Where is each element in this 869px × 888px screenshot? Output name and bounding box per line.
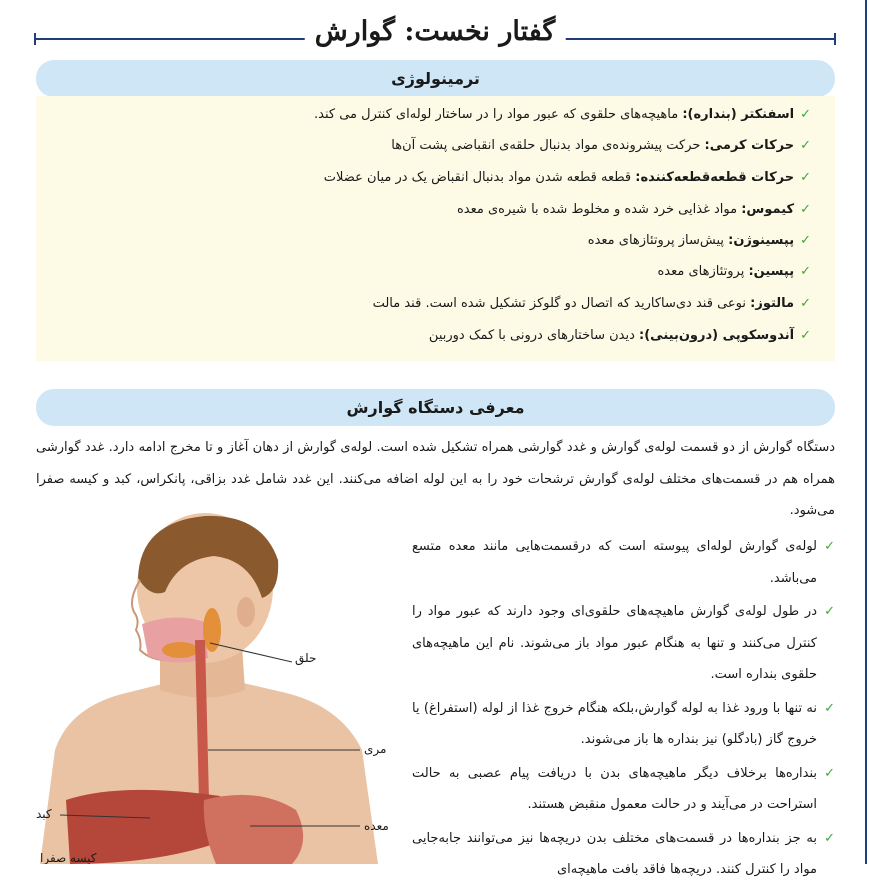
term-key: مالتوز: bbox=[750, 296, 795, 311]
ear-shape bbox=[237, 597, 255, 627]
bullet-item bbox=[412, 596, 835, 691]
check-icon: ✓ bbox=[824, 539, 835, 554]
bullet-text: بنداره‌ها برخلاف دیگر ماهیچه‌های بدن با دریافت پیام عصبی به حالت استراحت در می‌آیند و در حالت معمول منقبض هستند. bbox=[412, 765, 817, 812]
term-key: حرکات کرمی: bbox=[704, 138, 795, 153]
bullet-item bbox=[412, 823, 835, 886]
term-item bbox=[324, 170, 811, 185]
term-key: اسفنکتر (بنداره): bbox=[682, 107, 795, 122]
salivary-gland bbox=[162, 642, 198, 658]
term-def: پیش‌ساز پروتئازهای معده bbox=[587, 233, 729, 248]
label-liver: کبد bbox=[36, 807, 52, 821]
label-pharynx: حلق bbox=[295, 651, 317, 665]
check-icon: ✓ bbox=[800, 264, 811, 279]
bullet-text: نه تنها با ورود غذا به لوله گوارش،بلکه هنگام خروج غذا از لوله (استفراغ) یا خروج گاز (بادگلو) نیز بنداره ها باز می‌شوند. bbox=[412, 700, 817, 747]
check-icon: ✓ bbox=[824, 765, 835, 781]
chapter-title: گفتار نخست: گوارش bbox=[305, 16, 566, 47]
check-icon: ✓ bbox=[824, 830, 835, 846]
terminology-heading: ترمینولوژی bbox=[36, 60, 835, 97]
check-icon: ✓ bbox=[800, 202, 811, 217]
bullet-text: لوله‌ی گوارش لوله‌ای پیوسته است که درقسمت‌هایی مانند معده متسع می‌باشد. bbox=[412, 539, 817, 586]
bullet-text: در طول لوله‌ی گوارش ماهیچه‌های حلقوی‌ای وجود دارند که عبور مواد را کنترل می‌کنند و تنها به هنگام عبور مواد باز می‌شوند. نام این ماهیچه‌های حلقوی بنداره است. bbox=[412, 604, 817, 682]
bullet-list bbox=[412, 531, 835, 888]
check-icon: ✓ bbox=[800, 296, 811, 311]
term-key: کیموس: bbox=[741, 202, 795, 217]
check-icon: ✓ bbox=[824, 604, 835, 619]
term-item bbox=[588, 233, 811, 248]
term-item bbox=[429, 328, 811, 343]
bullet-item bbox=[412, 531, 835, 594]
check-icon: ✓ bbox=[800, 233, 811, 248]
anatomy-figure bbox=[0, 500, 410, 864]
label-stomach: معده bbox=[364, 819, 389, 833]
term-item bbox=[457, 202, 811, 217]
term-item bbox=[657, 264, 811, 279]
label-esophagus: مری bbox=[364, 742, 387, 756]
term-def: دیدن ساختارهای درونی با کمک دوربین bbox=[428, 328, 640, 343]
digestive-system-illustration bbox=[0, 500, 410, 864]
term-def: حرکت پیشرونده‌ی مواد بدنبال حلقه‌ی انقباضی پشت آن‌ها bbox=[391, 138, 705, 153]
terminology-box bbox=[36, 96, 835, 361]
chapter-title-bar bbox=[34, 14, 836, 60]
check-icon: ✓ bbox=[800, 328, 811, 343]
term-item bbox=[373, 296, 811, 311]
term-def: ماهیچه‌های حلقوی که عبور مواد را در ساختار لوله‌ای کنترل می کند. bbox=[314, 107, 683, 122]
check-icon: ✓ bbox=[800, 170, 811, 185]
check-icon: ✓ bbox=[824, 700, 835, 716]
check-icon: ✓ bbox=[800, 107, 811, 122]
title-rule-end-left bbox=[34, 33, 36, 45]
intro-paragraph: دستگاه گوارش از دو قسمت لوله‌ی گوارش و غدد گوارشی همراه تشکیل شده است. لوله‌ی گوارش از دهان آغاز و تا مخرج ادامه دارد. غدد گوارشی همراه هم در قسمت‌های مختلف لوله‌ی گوارش ترشحات خود را به این لوله اضافه می‌کنند. این غدد شامل غدد بزاقی، پانکراس، کبد و کیسه صفرا می‌شود. bbox=[36, 440, 835, 518]
esophagus-shape bbox=[200, 640, 204, 800]
intro-section-heading: معرفی دستگاه گوارش bbox=[36, 389, 835, 426]
term-key: پپسینوژن: bbox=[728, 233, 795, 248]
term-key: آندوسکوپی (درون‌بینی): bbox=[639, 328, 795, 343]
label-gallbladder: کیسه صفرا bbox=[40, 851, 97, 864]
page-edge-line bbox=[865, 0, 867, 864]
bullet-item bbox=[412, 693, 835, 756]
title-rule-end-right bbox=[834, 33, 836, 45]
term-def: نوعی قند دی‌ساکارید که اتصال دو گلوکز تشکیل شده است. قند مالت bbox=[372, 296, 751, 311]
bullet-text: به جز بنداره‌ها در قسمت‌های مختلف بدن دریچه‌ها نیز می‌توانند جابه‌جایی مواد را کنترل کنند. دریچه‌ها فاقد بافت ماهیچه‌ای bbox=[412, 830, 817, 877]
term-key: حرکات قطعه‌قطعه‌کننده: bbox=[635, 170, 795, 185]
term-key: پپسین: bbox=[748, 264, 795, 279]
term-def: پروتئازهای معده bbox=[657, 264, 749, 279]
term-item bbox=[391, 138, 811, 153]
term-item bbox=[314, 107, 811, 122]
term-def: مواد غذایی خرد شده و مخلوط شده با شیره‌ی معده bbox=[456, 202, 742, 217]
bullet-item bbox=[412, 758, 835, 821]
term-def: قطعه قطعه شدن مواد بدنبال انقباض یک در میان عضلات bbox=[323, 170, 636, 185]
check-icon: ✓ bbox=[800, 138, 811, 153]
